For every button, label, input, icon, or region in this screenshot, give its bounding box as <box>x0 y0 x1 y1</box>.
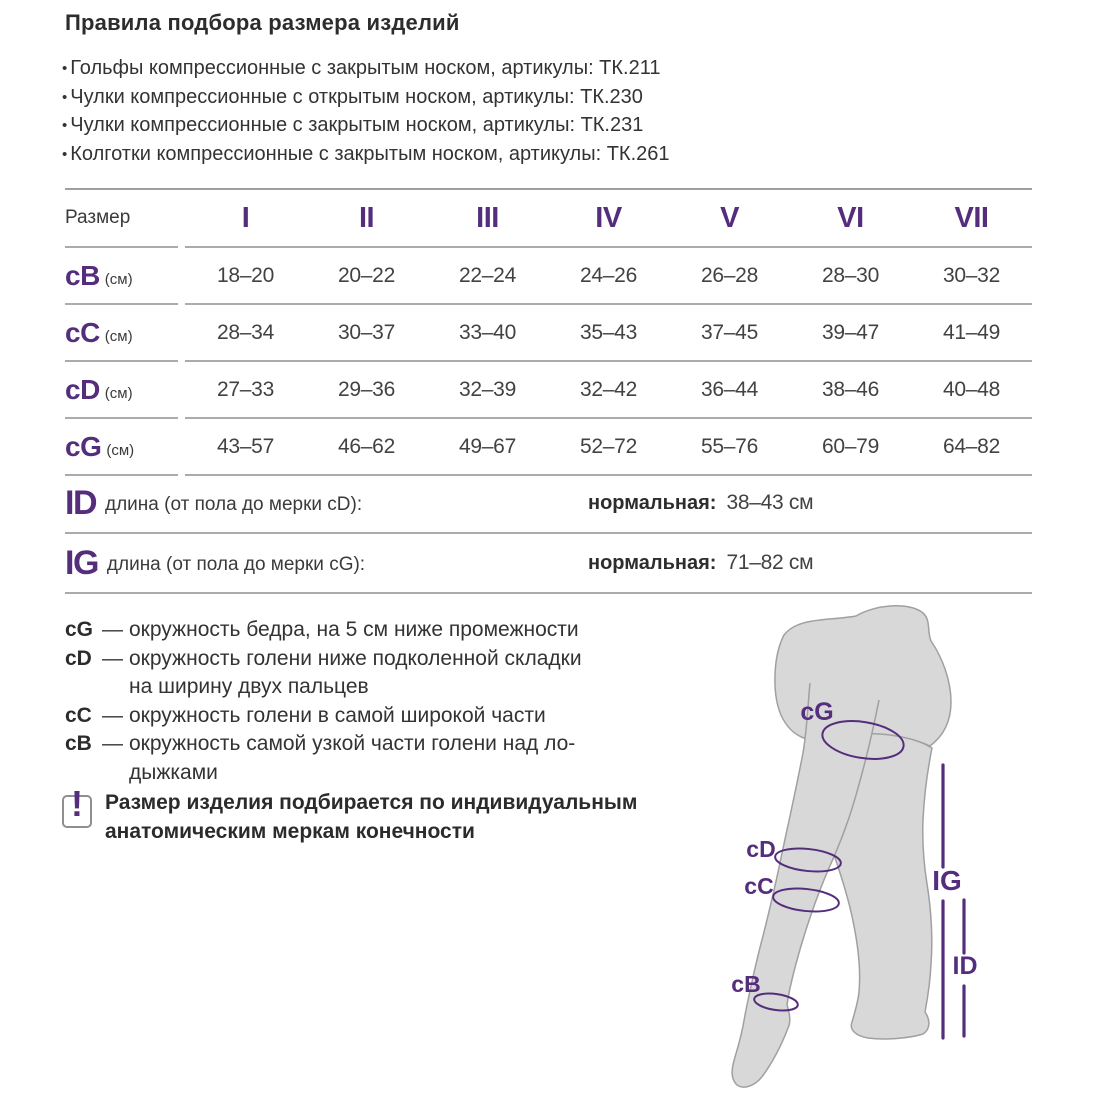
size-table-value-cells <box>185 305 1032 362</box>
legend-label: cG <box>65 618 94 641</box>
size-table-value-cells <box>185 248 1032 305</box>
measurement-label: cC <box>65 316 100 348</box>
legend-label: cC <box>65 703 92 727</box>
size-column-header: I <box>241 201 250 234</box>
measurement-label: cG <box>65 430 102 462</box>
size-range-value: 32–39 <box>459 377 516 401</box>
measurement-label-cell <box>65 248 178 305</box>
length-description: длина (от пола до мерки cG): <box>106 554 366 575</box>
size-range-value: 32–42 <box>580 377 637 401</box>
size-table-corner-label: Размер <box>65 207 131 228</box>
size-range-value: 36–44 <box>701 377 758 401</box>
product-list <box>62 55 670 169</box>
diagram-label-cD: cD <box>746 836 776 862</box>
measurement-unit: (см) <box>106 441 135 459</box>
size-range-value: 41–49 <box>943 320 1000 344</box>
legend-text: окружность самой узкой части голени над лодыжками <box>129 732 576 784</box>
legend-dash: — <box>102 646 123 670</box>
measurement-unit: (см) <box>104 327 133 345</box>
size-column-header: III <box>476 201 499 234</box>
size-range-value: 43–57 <box>217 434 274 458</box>
diagram-label-ID: ID <box>952 952 978 980</box>
size-range-value: 55–76 <box>701 434 758 458</box>
legend-text: окружность голени в самой широкой части <box>129 703 546 727</box>
size-range-value: 22–24 <box>459 263 516 287</box>
measurement-label: cB <box>65 259 100 291</box>
legend-row <box>65 645 587 702</box>
size-table-row <box>65 419 1032 476</box>
length-type-label: нормальная: <box>588 552 717 574</box>
product-item: • Чулки компрессионные с открытым носком, артикулы: ТК.230 <box>62 84 670 113</box>
diagram-label-cC: cC <box>744 873 774 899</box>
exclamation-icon: ! <box>62 795 92 828</box>
legend-dash: — <box>102 618 123 641</box>
size-range-value: 30–37 <box>338 320 395 344</box>
size-range-value: 28–30 <box>822 263 879 287</box>
size-range-value: 37–45 <box>701 320 758 344</box>
measurement-label: cD <box>65 373 100 405</box>
size-table-corner <box>65 190 178 248</box>
diagram-label-IG: IG <box>932 865 962 896</box>
length-description: длина (от пола до мерки cD): <box>105 494 363 515</box>
size-table-value-cells <box>185 362 1032 419</box>
size-range-value: 27–33 <box>217 377 274 401</box>
length-type-label: нормальная: <box>588 492 717 514</box>
legend-text: окружность голени ниже подколенной складки на ширину двух пальцев <box>129 646 582 698</box>
size-range-value: 46–62 <box>338 434 395 458</box>
size-range-value: 64–82 <box>943 434 1000 458</box>
note-text: Размер изделия подбирается по индивидуальным анатомическим меркам конечности <box>105 791 638 843</box>
size-column-header: IV <box>595 201 622 234</box>
size-range-value: 49–67 <box>459 434 516 458</box>
size-range-value: 30–32 <box>943 263 1000 287</box>
measurement-legend <box>65 616 587 787</box>
size-range-value: 20–22 <box>338 263 395 287</box>
length-range-value: 38–43 см <box>726 491 814 514</box>
size-range-value: 38–46 <box>822 377 879 401</box>
size-table <box>65 188 1032 476</box>
length-row <box>65 534 1032 594</box>
legend-row <box>65 730 587 787</box>
product-item: • Колготки компрессионные с закрытым носком, артикулы: ТК.261 <box>62 141 670 170</box>
size-range-value: 18–20 <box>217 263 274 287</box>
size-range-value: 29–36 <box>338 377 395 401</box>
size-table-row <box>65 362 1032 419</box>
size-range-value: 52–72 <box>580 434 637 458</box>
product-item: • Чулки компрессионные с закрытым носком, артикулы: ТК.231 <box>62 112 670 141</box>
measurement-unit: (см) <box>104 270 133 288</box>
size-range-value: 28–34 <box>217 320 274 344</box>
legend-dash: — <box>102 732 123 755</box>
length-label: ID <box>65 483 96 522</box>
size-range-value: 35–43 <box>580 320 637 344</box>
size-range-value: 24–26 <box>580 263 637 287</box>
size-table-header-cells <box>185 190 1032 248</box>
size-column-header: V <box>720 201 739 234</box>
size-table-value-cells <box>185 419 1032 476</box>
note <box>62 783 665 846</box>
size-range-value: 60–79 <box>822 434 879 458</box>
size-column-header: VI <box>837 201 864 234</box>
diagram-label-cG: cG <box>800 698 834 726</box>
length-rows <box>65 474 1032 594</box>
legend-text: окружность бедра, на 5 см ниже промежности <box>129 618 579 641</box>
size-table-row <box>65 305 1032 362</box>
size-table-row <box>65 248 1032 305</box>
length-range-value: 71–82 см <box>726 551 814 574</box>
legend-row <box>65 616 587 645</box>
length-value-group <box>588 491 813 515</box>
measurement-unit: (см) <box>104 384 133 402</box>
size-column-header: II <box>358 201 375 234</box>
product-item: • Гольфы компрессионные с закрытым носком, артикулы: ТК.211 <box>62 55 670 84</box>
measurement-label-cell <box>65 305 178 362</box>
legend-label: cB <box>65 732 92 755</box>
size-range-value: 40–48 <box>943 377 1000 401</box>
diagram-label-cB: cB <box>731 971 761 997</box>
length-row <box>65 474 1032 534</box>
size-range-value: 39–47 <box>822 320 879 344</box>
page-title: Правила подбора размера изделий <box>65 10 460 35</box>
length-label: IG <box>65 543 98 582</box>
size-column-header: VII <box>954 201 989 234</box>
size-range-value: 33–40 <box>459 320 516 344</box>
leg-measurement-diagram <box>680 588 1100 1100</box>
legend-label: cD <box>65 646 92 670</box>
length-value-group <box>588 551 813 575</box>
measurement-label-cell <box>65 362 178 419</box>
legend-row <box>65 702 587 731</box>
size-table-header-row <box>65 190 1032 248</box>
measurement-label-cell <box>65 419 178 476</box>
legend-dash: — <box>102 703 123 727</box>
size-range-value: 26–28 <box>701 263 758 287</box>
